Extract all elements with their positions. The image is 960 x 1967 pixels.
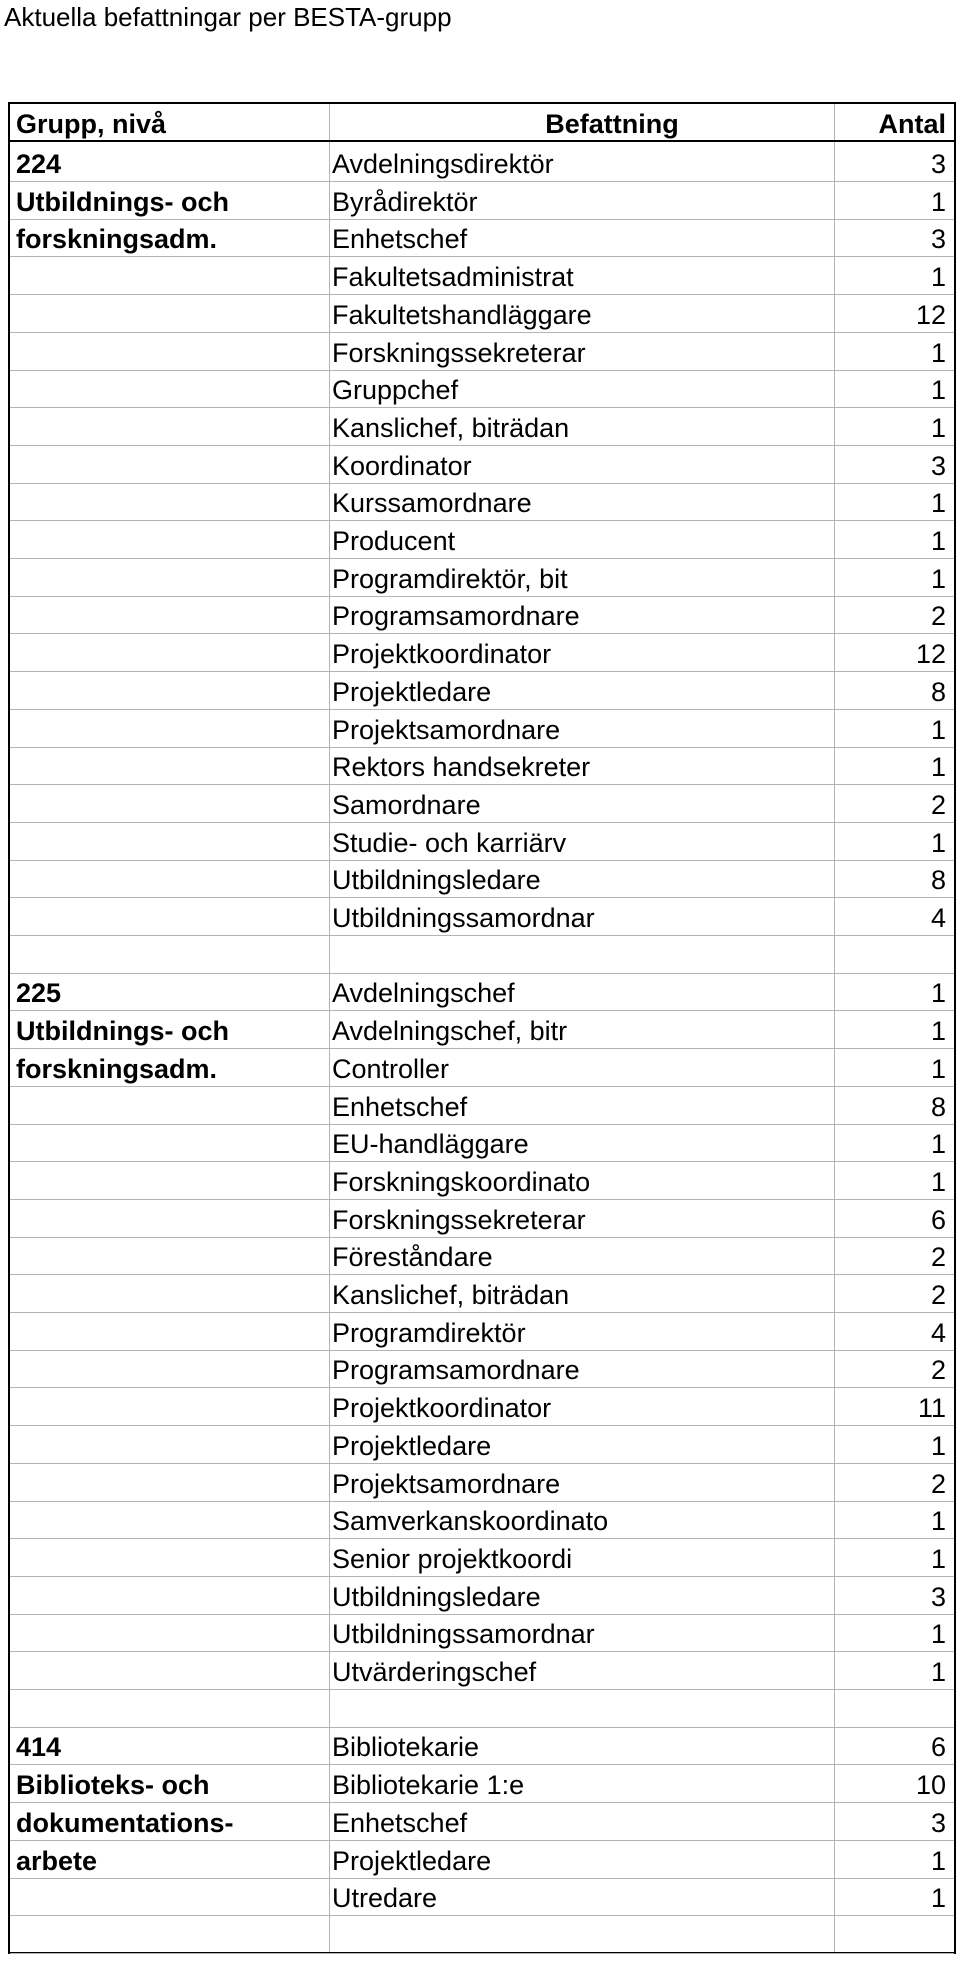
table-row [10,1841,954,1879]
group-cell: 224 [16,149,62,179]
position-cell: Projektledare [332,676,492,707]
group-cell [16,1916,326,1953]
count-cell: 6 [930,1204,946,1235]
group-cell [16,483,326,520]
position-cell: Föreståndare [332,1242,493,1273]
table-row [10,1803,954,1841]
table-row [10,785,954,823]
position-cell: Producent [332,526,456,556]
table-row [10,182,954,220]
group-cell [16,1426,326,1463]
count-cell: 1 [930,1129,946,1160]
count-cell: 1 [930,526,946,556]
table-row [10,257,954,295]
position-cell: Projektledare [332,1845,492,1876]
group-cell: 225 [16,978,62,1009]
position-cell: EU-handläggare [332,1129,529,1160]
position-cell: Projektledare [332,1430,492,1461]
count-cell: 3 [930,224,946,255]
table-row [10,1916,954,1954]
group-cell [16,1652,326,1689]
table-row [10,1087,954,1125]
position-cell: Enhetschef [332,224,468,255]
count-cell: 3 [930,149,946,179]
table-row [10,634,954,672]
table-row [10,1577,954,1615]
position-cell: Fakultetshandläggare [332,299,592,330]
position-cell: Forskningssekreterar [332,337,586,368]
count-cell: 12 [915,639,946,670]
table-row [10,1350,954,1388]
count-cell: 1 [930,752,946,783]
position-cell: Studie- och karriärv [332,827,567,858]
count-cell: 1 [930,1506,946,1537]
table-row [10,1388,954,1426]
table-row [10,1464,954,1502]
count-cell: 8 [930,865,946,896]
group-cell [16,1087,326,1124]
position-cell: Gruppchef [332,375,459,406]
table-row [10,370,954,408]
table-row [10,1237,954,1275]
table-row [10,1539,954,1577]
table-row [10,1727,954,1765]
header-position: Befattning [545,109,679,139]
group-cell [16,936,326,973]
group-cell: Utbildnings- och [16,186,229,217]
group-cell [16,860,326,897]
group-cell [16,257,326,294]
count-cell: 1 [930,978,946,1009]
position-cell: Samverkanskoordinato [332,1506,609,1537]
group-cell: arbete [16,1845,98,1876]
group-cell [16,672,326,709]
count-cell: 8 [930,676,946,707]
position-cell: Enhetschef [332,1091,468,1122]
position-cell: Utvärderingschef [332,1657,537,1687]
count-cell: 1 [930,563,946,594]
table-row [10,898,954,936]
count-cell: 2 [930,789,946,820]
table-row [10,219,954,257]
table-row [10,672,954,710]
group-cell [16,1124,326,1161]
position-cell: Programdirektör [332,1317,526,1348]
position-cell: Bibliotekarie 1:e [332,1770,525,1801]
group-cell [16,1313,326,1350]
position-cell: Rektors handsekreter [332,752,591,783]
table-row [10,1690,954,1728]
group-cell [16,1275,326,1312]
group-cell [16,333,326,370]
table-row [10,1124,954,1162]
group-cell [16,1539,326,1576]
group-cell [16,1464,326,1501]
group-cell [16,1501,326,1538]
table-row [10,860,954,898]
group-cell [16,1878,326,1915]
group-cell [16,1237,326,1274]
count-cell: 6 [930,1732,946,1763]
count-cell: 3 [930,450,946,481]
position-cell: Programsamordnare [332,1355,580,1386]
position-cell: Samordnare [332,789,481,820]
position-cell: Fakultetsadministrat [332,262,574,293]
count-cell: 4 [930,1317,946,1348]
count-cell: 2 [930,1242,946,1273]
position-cell: Programsamordnare [332,601,580,632]
position-cell: Enhetschef [332,1807,468,1838]
count-cell: 2 [930,1355,946,1386]
group-cell [16,446,326,483]
group-cell [16,559,326,596]
group-cell [16,785,326,822]
positions-table [8,102,956,1954]
table-row [10,144,954,182]
position-cell: Forskningskoordinato [332,1166,591,1197]
group-cell [16,1200,326,1237]
table-row [10,1765,954,1803]
table-row [10,973,954,1011]
table-row [10,936,954,974]
table-row [10,823,954,861]
table-row [10,446,954,484]
count-cell: 1 [930,1883,946,1914]
position-cell: Programdirektör, bit [332,563,568,594]
position-cell: Kurssamordnare [332,488,532,519]
group-cell [16,823,326,860]
count-cell: 1 [930,1657,946,1687]
group-cell [16,596,326,633]
position-cell: Controller [332,1053,450,1084]
count-cell [840,936,946,973]
table-row [10,596,954,634]
count-cell: 3 [930,1807,946,1838]
count-cell: 1 [930,1543,946,1574]
position-cell: Utbildningsledare [332,865,541,896]
count-cell: 12 [915,299,946,330]
count-cell: 1 [930,827,946,858]
table-row [10,559,954,597]
count-cell: 1 [930,375,946,406]
table-row [10,1313,954,1351]
count-cell: 1 [930,1845,946,1876]
group-cell [16,1577,326,1614]
count-cell [840,1916,946,1953]
position-cell: Utredare [332,1883,438,1914]
table-row [10,1426,954,1464]
count-cell: 1 [930,1166,946,1197]
count-cell: 2 [930,1468,946,1499]
table-row [10,1011,954,1049]
position-cell: Senior projektkoordi [332,1543,573,1574]
position-cell: Utbildningssamordnar [332,903,595,933]
group-cell: dokumentations- [16,1807,234,1838]
table-row [10,1614,954,1652]
group-cell: forskningsadm. [16,1053,218,1084]
count-cell: 1 [930,337,946,368]
group-cell [16,1162,326,1199]
table-row [10,1049,954,1087]
table-row [10,521,954,559]
table-row [10,483,954,521]
table-row [10,1162,954,1200]
group-cell [16,1690,326,1727]
count-cell: 1 [930,186,946,217]
header-count: Antal [878,109,946,139]
count-cell: 10 [915,1770,946,1801]
group-cell [16,408,326,445]
position-cell [332,1690,632,1727]
position-cell: Projektkoordinator [332,639,552,670]
header-group: Grupp, nivå [16,109,167,139]
position-cell [332,936,632,973]
table-row [10,1200,954,1238]
count-cell: 1 [930,262,946,293]
count-cell: 4 [930,903,946,933]
table-row [10,747,954,785]
table-row [10,408,954,446]
position-cell: Forskningssekreterar [332,1204,586,1235]
count-cell: 3 [930,1581,946,1612]
position-cell: Avdelningschef [332,978,515,1009]
table-row [10,1878,954,1916]
position-cell: Kanslichef, biträdan [332,1280,570,1310]
table-row [10,333,954,371]
position-cell: Kanslichef, biträdan [332,412,570,443]
group-cell: Utbildnings- och [16,1016,229,1047]
count-cell: 1 [930,1619,946,1650]
group-cell [16,295,326,332]
count-cell: 8 [930,1091,946,1122]
position-cell: Projektkoordinator [332,1393,552,1424]
table-row [10,710,954,748]
page-title: Aktuella befattningar per BESTA-grupp [4,2,452,32]
count-cell: 11 [917,1393,946,1424]
position-cell: Utbildningsledare [332,1581,541,1612]
count-cell: 1 [930,412,946,443]
position-cell [332,1916,632,1953]
group-cell [16,1614,326,1651]
position-cell: Avdelningsdirektör [332,149,554,179]
group-cell: forskningsadm. [16,224,218,255]
count-cell: 1 [930,1053,946,1084]
count-cell [840,1690,946,1727]
position-cell: Koordinator [332,450,472,481]
group-cell [16,1350,326,1387]
group-cell [16,747,326,784]
group-cell: Biblioteks- och [16,1770,210,1801]
count-cell: 2 [930,601,946,632]
position-cell: Projektsamordnare [332,1468,561,1499]
position-cell: Byrådirektör [332,186,478,217]
position-cell: Utbildningssamordnar [332,1619,595,1650]
table-row [10,295,954,333]
table-row [10,1501,954,1539]
count-cell: 2 [930,1280,946,1310]
table-header-row [10,104,954,142]
group-cell [16,370,326,407]
group-cell [16,634,326,671]
count-cell: 1 [930,1430,946,1461]
table-row [10,1275,954,1313]
group-cell: 414 [16,1732,62,1763]
count-cell: 1 [930,714,946,745]
count-cell: 1 [930,488,946,519]
table-row [10,1652,954,1690]
count-cell: 1 [930,1016,946,1047]
position-cell: Projektsamordnare [332,714,561,745]
position-cell: Avdelningschef, bitr [332,1016,568,1047]
group-cell [16,1388,326,1425]
group-cell [16,710,326,747]
position-cell: Bibliotekarie [332,1732,480,1763]
group-cell [16,898,326,935]
group-cell [16,521,326,558]
